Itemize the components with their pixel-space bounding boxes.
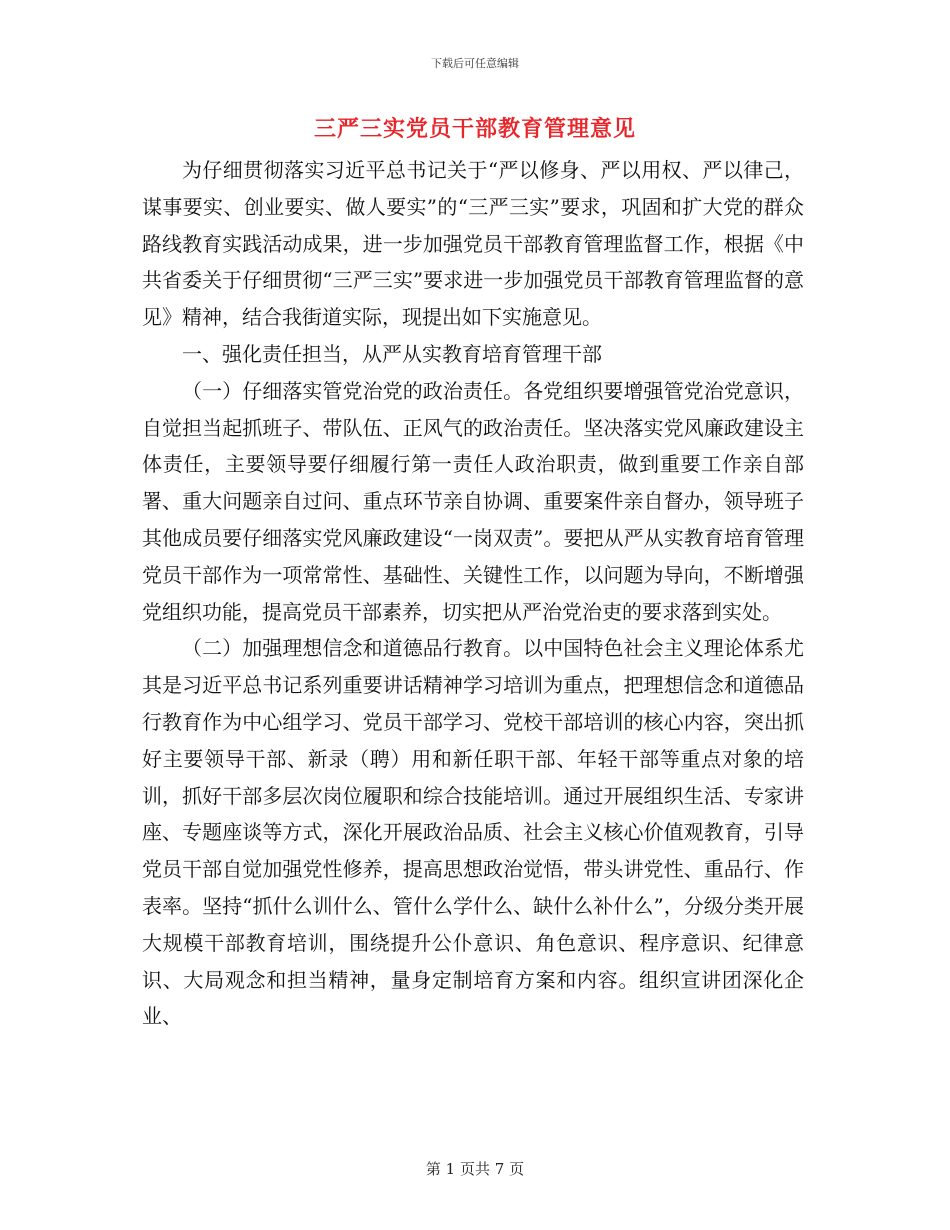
header-note: 下载后可任意编辑 <box>431 57 519 70</box>
paragraph-item-1: （一）仔细落实管党治党的政治责任。各党组织要增强管党治党意识，自觉担当起抓班子、带队伍、正风气的政治责任。坚决落实党风廉政建设主体责任，主要领导要仔细履行第一责任人政治职责，做到重要工作亲自部署、重大问题亲自过问、重点环节亲自协调、重要案件亲自督办，领导班子其他成员要仔细落实党风廉政建设“一岗双责”。要把从严从实教育培育管理党员干部作为一项常常性、基础性、关键性工作，以问题为导向，不断增强党组织功能，提高党员干部素养，切实把从严治党治吏的要求落到实处。 <box>142 378 804 624</box>
document-title: 三严三实党员干部教育管理意见 <box>313 116 636 142</box>
document-body <box>142 152 804 1035</box>
paragraph-item-2: （二）加强理想信念和道德品行教育。以中国特色社会主义理论体系尤其是习近平总书记系列重要讲话精神学习培训为重点，把理想信念和道德品行教育作为中心组学习、党员干部学习、党校干部培训的核心内容，突出抓好主要领导干部、新录（聘）用和新任职干部、年轻干部等重点对象的培训，抓好干部多层次岗位履职和综合技能培训。通过开展组织生活、专家讲座、专题座谈等方式，深化开展政治品质、社会主义核心价值观教育，引导党员干部自觉加强党性修养，提高思想政治觉悟，带头讲党性、重品行、作表率。坚持“抓什么训什么、管什么学什么、缺什么补什么”，分级分类开展大规模干部教育培训，围绕提升公仆意识、角色意识、程序意识、纪律意识、大局观念和担当精神，量身定制培育方案和内容。组织宣讲团深化企业、 <box>142 636 804 1029</box>
paragraph-intro: 为仔细贯彻落实习近平总书记关于“严以修身、严以用权、严以律己，谋事要实、创业要实、做人要实”的“三严三实”要求，巩固和扩大党的群众路线教育实践活动成果，进一步加强党员干部教育管理监督工作，根据《中共省委关于仔细贯彻“三严三实”要求进一步加强党员干部教育管理监督的意见》精神，结合我街道实际，现提出如下实施意见。 <box>142 158 804 330</box>
section-heading-1: 一、强化责任担当，从严从实教育培育管理干部 <box>182 341 602 366</box>
page-number: 第 1 页共 7 页 <box>425 1160 525 1178</box>
